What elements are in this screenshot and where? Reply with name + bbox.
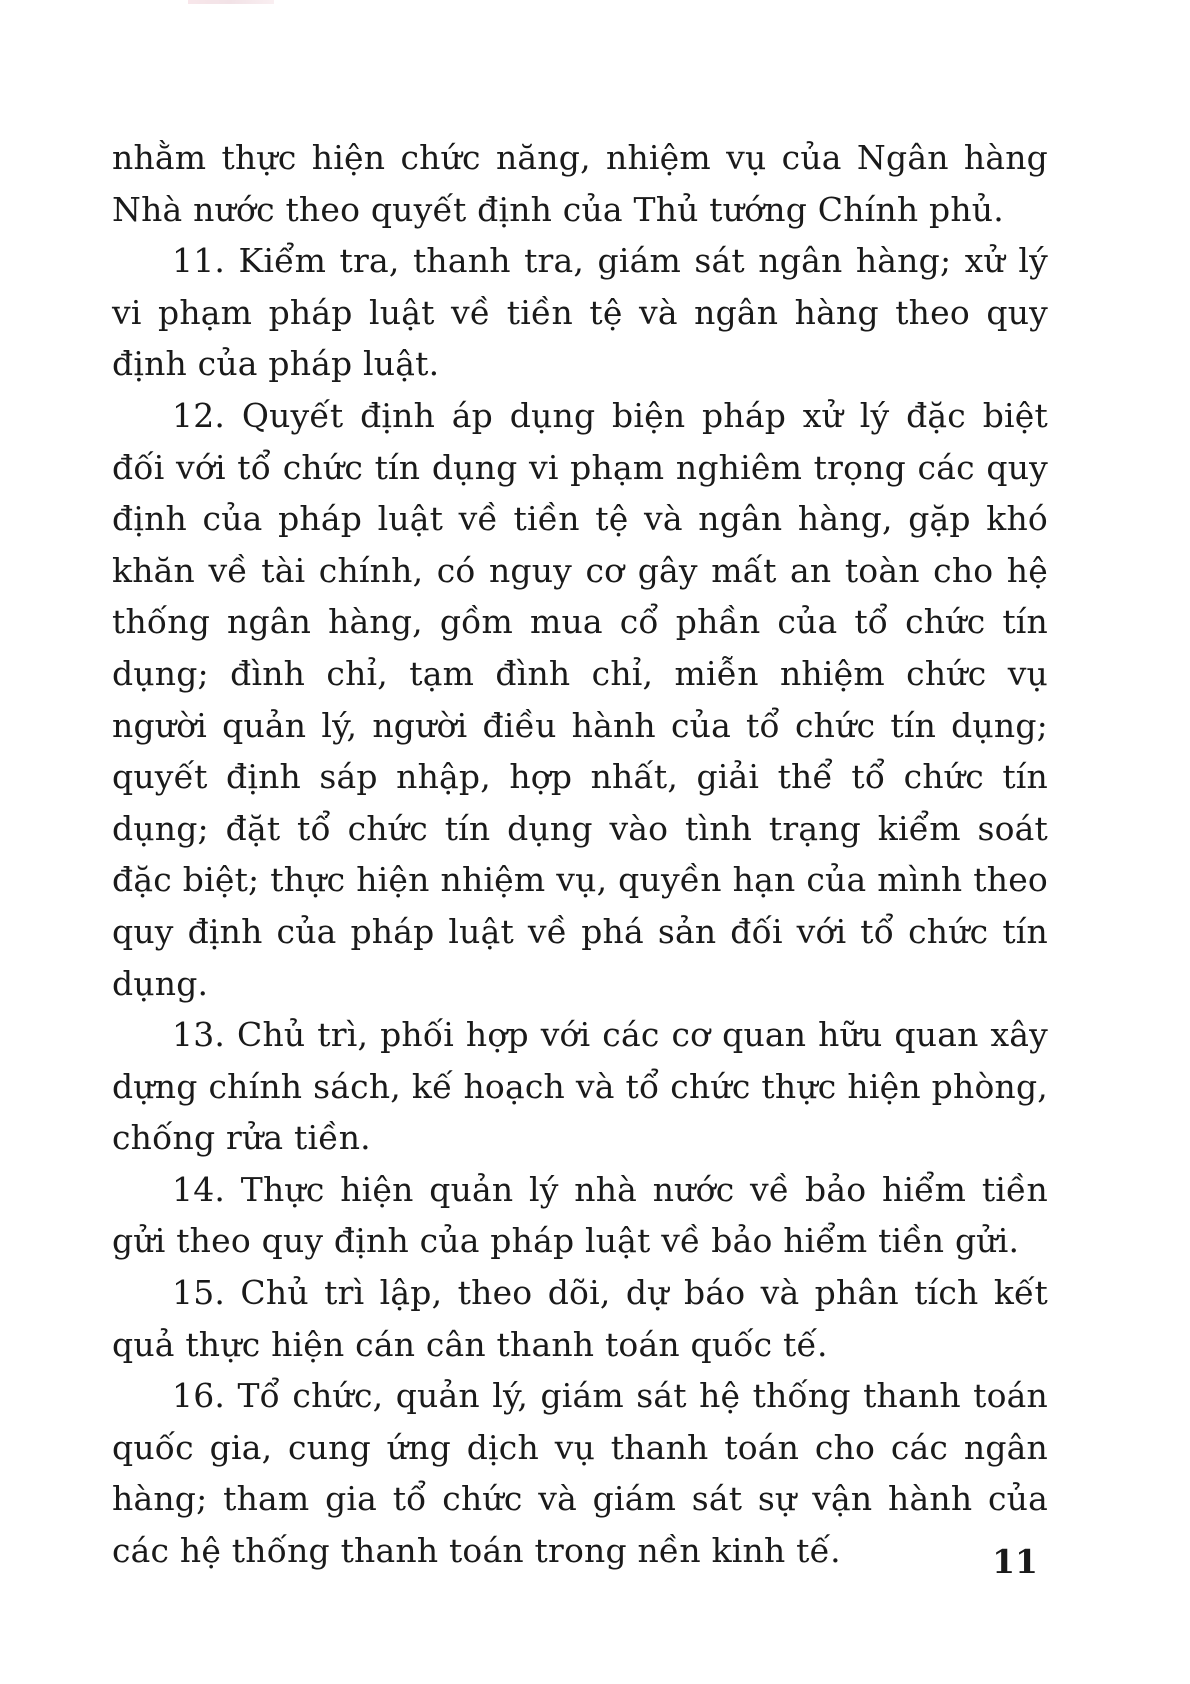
paragraph-continuation: nhằm thực hiện chức năng, nhiệm vụ của Ngân hàng Nhà nước theo quyết định của Thủ tướng Chính phủ. — [112, 138, 1048, 229]
page-number: 11 — [992, 1542, 1038, 1581]
paragraph-item-13: 13. Chủ trì, phối hợp với các cơ quan hữu quan xây dựng chính sách, kế hoạch và tổ chức thực hiện phòng, chống rửa tiền. — [112, 1015, 1048, 1158]
scan-artifact-mark — [188, 0, 274, 4]
paragraph-item-16: 16. Tổ chức, quản lý, giám sát hệ thống thanh toán quốc gia, cung ứng dịch vụ thanh toán cho các ngân hàng; tham gia tổ chức và giám sát sự vận hành của các hệ thống thanh toán trong nền kinh tế. — [112, 1376, 1048, 1571]
body-text — [112, 132, 1048, 1577]
paragraph-item-11: 11. Kiểm tra, thanh tra, giám sát ngân hàng; xử lý vi phạm pháp luật về tiền tệ và ngân hàng theo quy định của pháp luật. — [112, 241, 1048, 384]
paragraph-item-14: 14. Thực hiện quản lý nhà nước về bảo hiểm tiền gửi theo quy định của pháp luật về bảo hiểm tiền gửi. — [112, 1169, 1048, 1261]
paragraph-item-12: 12. Quyết định áp dụng biện pháp xử lý đặc biệt đối với tổ chức tín dụng vi phạm nghiêm trọng các quy định của pháp luật về tiền tệ và ngân hàng, gặp khó khăn về tài chính, có nguy cơ gây mất an toàn cho hệ thống ngân hàng, gồm mua cổ phần của tổ chức tín dụng; đình chỉ, tạm đình chỉ, miễn nhiệm chức vụ người quản lý, người điều hành của tổ chức tín dụng; quyết định sáp nhập, hợp nhất, giải thể tổ chức tín dụng; đặt tổ chức tín dụng vào tình trạng kiểm soát đặc biệt; thực hiện nhiệm vụ, quyền hạn của mình theo quy định của pháp luật về phá sản đối với tổ chức tín dụng. — [112, 395, 1048, 1003]
paragraph-item-15: 15. Chủ trì lập, theo dõi, dự báo và phân tích kết quả thực hiện cán cân thanh toán quốc tế. — [112, 1273, 1048, 1364]
